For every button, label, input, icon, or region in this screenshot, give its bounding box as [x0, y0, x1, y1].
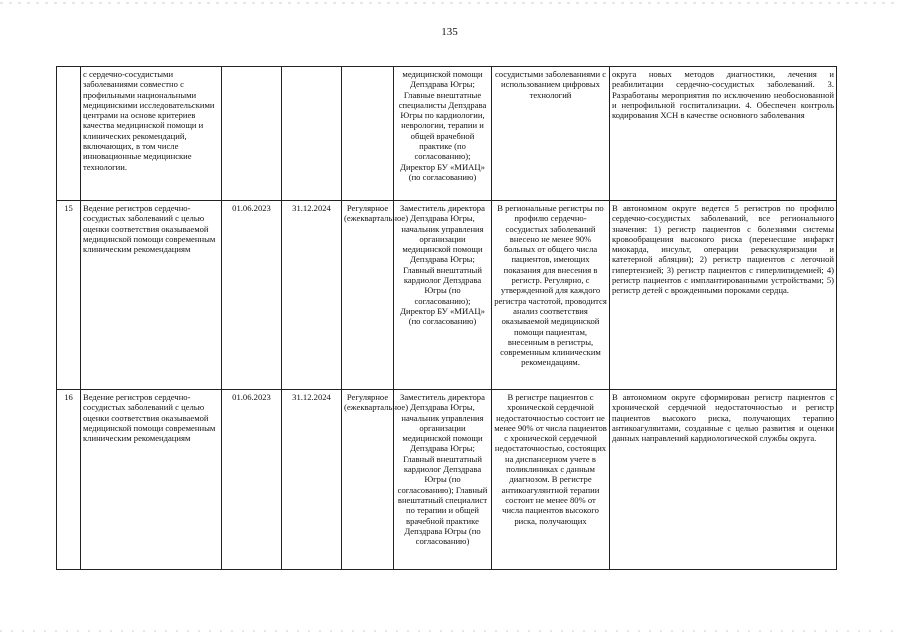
row-number: 15 — [57, 201, 81, 390]
activity-name: Ведение регистров сердечно-сосудистых заболеваний с целью оценки соответствия оказываемой медицинской помощи современным клиническим рекомендациям — [81, 390, 222, 570]
responsible: Заместитель директора Депздрава Югры, начальник управления организации медицинской помощи Депздрава Югры; Главный внештатный кардиолог Депздрава Югры (по согласованию); Директор БУ «МИАЦ» (по согласованию) — [394, 201, 492, 390]
expected-result: сосудистыми заболеваниями с использованием цифровых технологий — [492, 67, 610, 201]
table-row — [57, 201, 837, 390]
responsible: медицинской помощи Депздрава Югры; Главные внештатные специалисты Депздрава Югры по кардиологии, неврологии, терапии и общей врачебной практике (по согласованию); Директор БУ «МИАЦ» (по согласованию) — [394, 67, 492, 201]
scan-artifact-bottom — [0, 630, 899, 632]
page-number: 135 — [441, 26, 458, 38]
end-date — [282, 67, 342, 201]
activity-type: Регулярное (ежеквартальное) — [342, 390, 394, 570]
activity-name: Ведение регистров сердечно-сосудистых заболеваний с целью оценки соответствия оказываемой медицинской помощи современным клиническим рекомендациям — [81, 201, 222, 390]
expected-result: В региональные регистры по профилю сердечно-сосудистых заболеваний внесено не менее 90% больных от общего числа пациентов, имеющих показания для внесения в регистр. Регулярно, с утвержденной для каждого регистра частотой, проводится анализ соответствия оказываемой медицинской помощи пациентам, внесенным в регистры, современным клиническим рекомендациям. — [492, 201, 610, 390]
start-date: 01.06.2023 — [222, 390, 282, 570]
start-date: 01.06.2023 — [222, 201, 282, 390]
start-date — [222, 67, 282, 201]
responsible: Заместитель директора Депздрава Югры, начальник управления организации медицинской помощи Депздрава Югры; Главный внештатный кардиолог Депздрава Югры (по согласованию); Главный внештатный специалист по терапии и общей врачебной практике Депздрава Югры (по согласованию) — [394, 390, 492, 570]
end-date: 31.12.2024 — [282, 201, 342, 390]
end-date: 31.12.2024 — [282, 390, 342, 570]
result-description: В автономном округе ведется 5 регистров по профилю сердечно-сосудистых заболеваний, все регионального значения: 1) регистр пациентов с болезнями системы кровообращения высокого риска (перенесшие инфаркт миокарда, инсульт, операции реваскуляризации и катетерной абляции); 2) регистр пациентов с легочной гипертензией; 3) регистр пациентов с гиперлипидемией; 4) регистр пациентов с имплантированными устройствами; 5) регистр детей с врожденными пороками сердца. — [610, 201, 837, 390]
row-number: 16 — [57, 390, 81, 570]
plan-table — [56, 66, 837, 570]
result-description: В автономном округе сформирован регистр пациентов с хронической сердечной недостаточностью и регистр пациентов высокого риска, получающих терапию антикоагулянтами, созданные с целью развития и оценки данных направлений кардиологической службы округа. — [610, 390, 837, 570]
table-row — [57, 67, 837, 201]
row-number — [57, 67, 81, 201]
scan-artifact-top — [0, 2, 899, 4]
activity-type: Регулярное (ежеквартальное) — [342, 201, 394, 390]
activity-name: с сердечно-сосудистыми заболеваниями совместно с профильными национальными медицинскими исследовательскими центрами на основе критериев качества медицинской помощи и клинических рекомендаций, включающих, в том числе инновационные медицинские технологии. — [81, 67, 222, 201]
activity-type — [342, 67, 394, 201]
result-description: округа новых методов диагностики, лечения и реабилитации сердечно-сосудистых заболеваний. 3. Разработаны мероприятия по исключению необоснованной и непрофильной госпитализации. 4. Обеспечен контроль кодирования ХСН в качестве основного заболевания — [610, 67, 837, 201]
expected-result: В регистре пациентов с хронической сердечной недостаточностью состоит не менее 90% от числа пациентов с хронической сердечной недостаточностью, состоящих на диспансерном учете в поликлиниках с данным диагнозом. В регистре антикоагулянтной терапии состоит не менее 80% от числа пациентов высокого риска, получающих — [492, 390, 610, 570]
table-row — [57, 390, 837, 570]
